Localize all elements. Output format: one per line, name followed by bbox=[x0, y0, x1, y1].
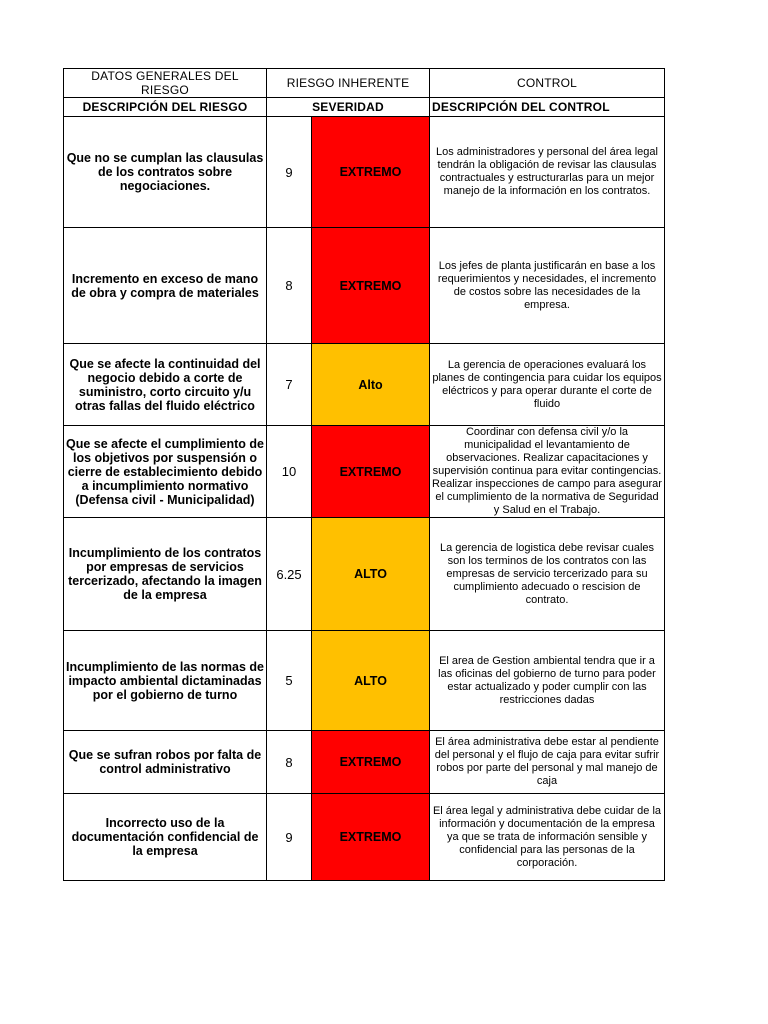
table-row bbox=[64, 344, 665, 426]
risk-value: 10 bbox=[267, 426, 312, 518]
control-description: Los administradores y personal del área legal tendrán la obligación de revisar las clausulas contractuales y estructurarlas para un mejor manejo de la información en los contratos. bbox=[430, 117, 665, 228]
risk-value: 9 bbox=[267, 794, 312, 881]
header-inherent-risk: RIESGO INHERENTE bbox=[267, 69, 430, 98]
risk-value: 5 bbox=[267, 631, 312, 731]
table-row bbox=[64, 426, 665, 518]
header-general-data: DATOS GENERALES DEL RIESGO bbox=[64, 69, 267, 98]
risk-description: Que se sufran robos por falta de control administrativo bbox=[64, 731, 267, 794]
severity-badge: ALTO bbox=[312, 518, 430, 631]
risk-description: Que no se cumplan las clausulas de los contratos sobre negociaciones. bbox=[64, 117, 267, 228]
table-row bbox=[64, 518, 665, 631]
table-row bbox=[64, 117, 665, 228]
severity-badge: EXTREMO bbox=[312, 228, 430, 344]
control-description: El área legal y administrativa debe cuidar de la información y documentación de la empresa ya que se trata de información sensible y confidencial para las personas de la corporación. bbox=[430, 794, 665, 881]
risk-description: Que se afecte el cumplimiento de los objetivos por suspensión o cierre de establecimiento debido a incumplimiento normativo (Defensa civil - Municipalidad) bbox=[64, 426, 267, 518]
risk-value: 6.25 bbox=[267, 518, 312, 631]
risk-value: 9 bbox=[267, 117, 312, 228]
risk-description: Incorrecto uso de la documentación confidencial de la empresa bbox=[64, 794, 267, 881]
table-row bbox=[64, 794, 665, 881]
risk-value: 8 bbox=[267, 731, 312, 794]
risk-value: 8 bbox=[267, 228, 312, 344]
control-description: Coordinar con defensa civil y/o la municipalidad el levantamiento de observaciones. Realizar capacitaciones y supervisión continua para evitar contingencias. Realizar inspecciones de campo para asegurar el cumplimiento de la normativa de Seguridad y Salud en el Trabajo. bbox=[430, 426, 665, 518]
control-description: El area de Gestion ambiental tendra que ir a las oficinas del gobierno de turno para poder estar actualizado y poder cumplir con las restricciones dadas bbox=[430, 631, 665, 731]
control-description: La gerencia de logistica debe revisar cuales son los terminos de los contratos con las empresas de servicio tercerizado para su cumplimiento adecuado o rescision de contrato. bbox=[430, 518, 665, 631]
header-row bbox=[64, 69, 665, 98]
severity-badge: EXTREMO bbox=[312, 426, 430, 518]
subheader-risk-description: DESCRIPCIÓN DEL RIESGO bbox=[64, 98, 267, 117]
control-description: Los jefes de planta justificarán en base a los requerimientos y necesidades, el incremento de costos sobre las necesidades de la empresa. bbox=[430, 228, 665, 344]
risk-description: Incumplimiento de los contratos por empresas de servicios tercerizado, afectando la imagen de la empresa bbox=[64, 518, 267, 631]
severity-badge: Alto bbox=[312, 344, 430, 426]
table-row bbox=[64, 228, 665, 344]
risk-value: 7 bbox=[267, 344, 312, 426]
subheader-row bbox=[64, 98, 665, 117]
risk-description: Que se afecte la continuidad del negocio debido a corte de suministro, corto circuito y/u otras fallas del fluido eléctrico bbox=[64, 344, 267, 426]
control-description: La gerencia de operaciones evaluará los planes de contingencia para cuidar los equipos eléctricos y para operar durante el corte de fluido bbox=[430, 344, 665, 426]
subheader-control-description: DESCRIPCIÓN DEL CONTROL bbox=[430, 98, 665, 117]
risk-description: Incremento en exceso de mano de obra y compra de materiales bbox=[64, 228, 267, 344]
header-control: CONTROL bbox=[430, 69, 665, 98]
severity-badge: ALTO bbox=[312, 631, 430, 731]
severity-badge: EXTREMO bbox=[312, 731, 430, 794]
risk-table bbox=[63, 68, 665, 881]
control-description: El área administrativa debe estar al pendiente del personal y el flujo de caja para evitar sufrir robos por parte del personal y mal manejo de caja bbox=[430, 731, 665, 794]
table-row bbox=[64, 731, 665, 794]
risk-description: Incumplimiento de las normas de impacto ambiental dictaminadas por el gobierno de turno bbox=[64, 631, 267, 731]
subheader-severity: SEVERIDAD bbox=[267, 98, 430, 117]
table-row bbox=[64, 631, 665, 731]
severity-badge: EXTREMO bbox=[312, 117, 430, 228]
severity-badge: EXTREMO bbox=[312, 794, 430, 881]
